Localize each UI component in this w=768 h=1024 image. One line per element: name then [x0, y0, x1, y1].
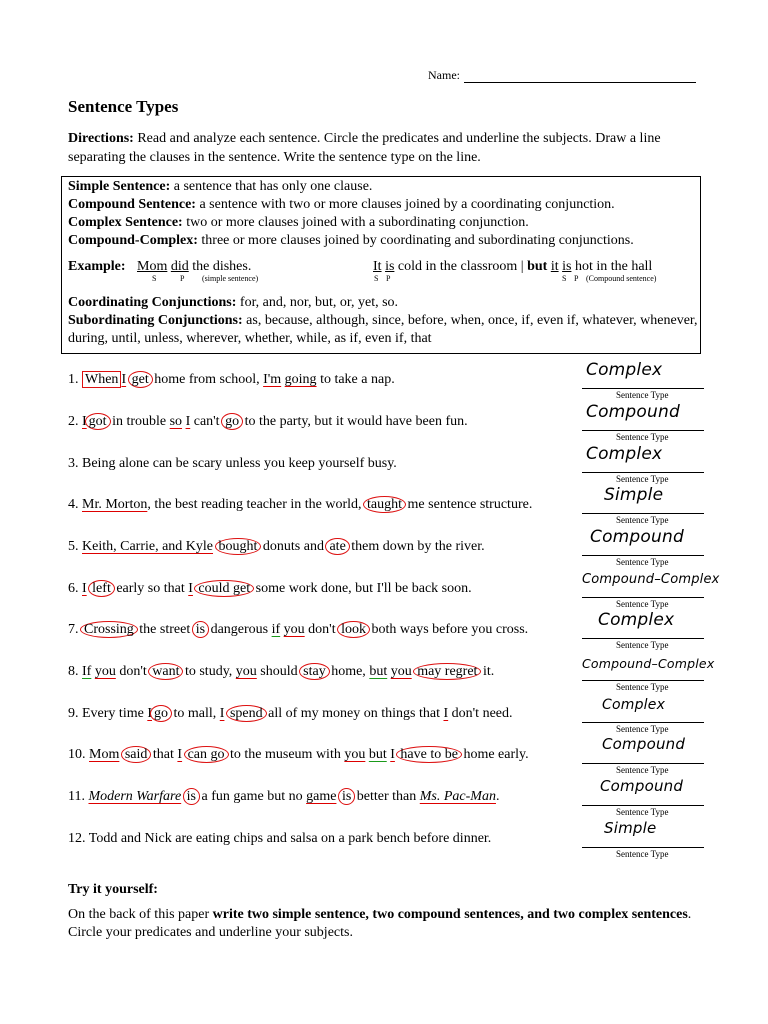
example-compound [373, 259, 652, 275]
predicate: taught [363, 496, 406, 513]
s-mark: S [562, 274, 567, 283]
answer-blank-10[interactable] [582, 737, 704, 777]
handwritten-answer: Compound–Complex [582, 572, 720, 587]
try-text: On the back of this paper [68, 907, 213, 922]
answer-caption: Sentence Type [616, 724, 669, 734]
question-number: 6. [68, 581, 79, 596]
name-line[interactable] [464, 70, 696, 83]
definition-complex [68, 214, 698, 232]
text: both ways before you cross. [367, 622, 529, 637]
predicate: left [88, 580, 115, 597]
subject: you [344, 747, 366, 762]
question-5 [68, 539, 485, 555]
answer-caption: Sentence Type [616, 599, 669, 609]
coord-text: for, and, nor, but, or, yet, so. [236, 295, 399, 310]
definition-compound-complex [68, 232, 698, 250]
text: don't [115, 664, 151, 679]
conjunction: but [368, 747, 387, 762]
text: home early. [459, 747, 529, 762]
text: home, [327, 664, 370, 679]
answer-line [582, 680, 704, 681]
predicate: is [338, 788, 355, 805]
subject: Crossing [80, 621, 138, 638]
definition-compound [68, 196, 698, 214]
handwritten-answer: Complex [598, 610, 675, 630]
answer-blank-1[interactable] [582, 362, 704, 402]
answer-caption: Sentence Type [616, 432, 669, 442]
example-simple [137, 259, 251, 275]
text: the street [135, 622, 194, 637]
definitions-list [68, 178, 698, 250]
example-predicate: did [170, 259, 189, 274]
subject: Keith, Carrie, and Kyle [82, 539, 214, 554]
answer-line [582, 388, 704, 389]
text: it. [479, 664, 495, 679]
try-heading: Try it yourself: [68, 882, 158, 897]
example-label: Example: [68, 259, 126, 274]
subject: I [82, 581, 87, 596]
coordinating-conjunctions [68, 294, 698, 312]
simple-note: (simple sentence) [202, 274, 259, 283]
handwritten-answer: Complex [586, 444, 663, 464]
example-rest: cold in the classroom | [394, 259, 528, 274]
example-conjunction: but [527, 259, 548, 274]
answer-blank-3[interactable] [582, 446, 704, 486]
question-11 [68, 789, 499, 805]
answer-caption: Sentence Type [616, 807, 669, 817]
question-number: 8. [68, 664, 79, 679]
subject: I [443, 706, 449, 721]
subject: you [283, 622, 305, 637]
p-mark: P [386, 274, 391, 283]
question-number: 10. [68, 747, 86, 762]
predicate: want [148, 663, 183, 680]
text: . [495, 789, 500, 804]
text: some work done, but I'll be back soon. [252, 581, 472, 596]
definition-term: Compound Sentence: [68, 197, 196, 212]
definition-text: two or more clauses joined with a subordinating conjunction. [182, 215, 529, 230]
subject: I [188, 581, 193, 596]
try-instructions [68, 906, 700, 942]
question-number: 1. [68, 372, 79, 387]
conjunction: If [82, 664, 92, 679]
predicate: is [192, 621, 209, 638]
definition-term: Complex Sentence: [68, 215, 183, 230]
question-3 [68, 456, 397, 472]
directions [68, 129, 700, 167]
text: to take a nap. [316, 372, 395, 387]
text: can't [190, 414, 224, 429]
text: to the museum with [226, 747, 345, 762]
conjunctions [68, 294, 698, 348]
example-subject: Mom [137, 259, 168, 274]
try-text: . Circle your predicates and underline your subjects. [68, 907, 692, 940]
definition-term: Simple Sentence: [68, 179, 171, 194]
answer-caption: Sentence Type [616, 474, 669, 484]
answer-blank-2[interactable] [582, 404, 704, 444]
answer-line [582, 472, 704, 473]
text: don't need. [448, 706, 513, 721]
question-number: 12. [68, 831, 86, 846]
question-10 [68, 747, 529, 763]
subject: I [177, 747, 183, 762]
answer-blank-7[interactable] [582, 612, 704, 652]
answer-caption: Sentence Type [616, 765, 669, 775]
definition-text: a sentence that has only one clause. [170, 179, 373, 194]
text: dangerous [207, 622, 272, 637]
subject: you [235, 664, 257, 679]
directions-label: Directions: [68, 131, 134, 146]
answer-line [582, 555, 704, 556]
text: , the best reading teacher in the world, [147, 497, 366, 512]
predicate: said [121, 746, 152, 763]
text: donuts and [259, 539, 328, 554]
answer-blank-6[interactable] [582, 571, 720, 611]
answer-caption: Sentence Type [616, 557, 669, 567]
subject: I [219, 706, 225, 721]
definition-simple [68, 178, 698, 196]
question-text: Being alone can be scary unless you keep yourself busy. [82, 456, 397, 471]
question-number: 9. [68, 706, 79, 721]
answer-line [582, 722, 704, 723]
answer-line [582, 847, 704, 848]
text: in trouble [108, 414, 170, 429]
answer-blank-5[interactable] [582, 529, 704, 569]
answer-line [582, 597, 704, 598]
predicate: may regret [413, 663, 481, 680]
try-text-bold: write two simple sentence, two compound sentences, and two complex sentences [212, 907, 688, 922]
predicate: go [150, 705, 172, 722]
handwritten-answer: Simple [604, 819, 657, 837]
example-predicate: is [562, 259, 572, 274]
conjunction: if [271, 622, 281, 637]
predicate: stay [299, 663, 330, 680]
subject: I [390, 747, 395, 762]
predicate: have to be [396, 746, 462, 763]
example-predicate: is [385, 259, 395, 274]
handwritten-answer: Simple [604, 485, 664, 505]
question-1 [68, 372, 395, 388]
answer-caption: Sentence Type [616, 640, 669, 650]
question-4 [68, 497, 532, 513]
predicate: spend [226, 705, 267, 722]
answer-blank-4[interactable] [582, 487, 704, 527]
predicate: bought [215, 538, 262, 555]
definition-text: a sentence with two or more clauses joined by a coordinating conjunction. [195, 197, 615, 212]
predicate: go [221, 413, 243, 430]
answer-caption: Sentence Type [616, 682, 669, 692]
question-7 [68, 622, 528, 638]
text: don't [304, 622, 340, 637]
p-mark: P [180, 274, 185, 283]
subject: I [147, 706, 152, 721]
answer-blank-11[interactable] [582, 779, 704, 819]
handwritten-answer: Compound [600, 777, 684, 795]
s-mark: S [374, 274, 379, 283]
subject: I [82, 414, 87, 429]
name-label: Name: [428, 68, 460, 82]
question-12 [68, 831, 491, 847]
text: early so that [112, 581, 189, 596]
subject: you [390, 664, 412, 679]
predicate: is [183, 788, 200, 805]
text: me sentence structure. [404, 497, 533, 512]
conjunction: but [369, 664, 388, 679]
handwritten-answer: Complex [586, 360, 663, 380]
example-rest: hot in the hall [571, 259, 653, 274]
text: Every time [82, 706, 148, 721]
example-row [68, 259, 698, 283]
p-mark: P [574, 274, 579, 283]
question-number: 5. [68, 539, 79, 554]
example-subject: it [550, 259, 559, 274]
sub-label: Subordinating Conjunctions: [68, 313, 243, 328]
example-subject: It [373, 259, 382, 274]
question-2 [68, 414, 468, 430]
answer-caption: Sentence Type [616, 849, 669, 859]
text: should [256, 664, 302, 679]
text: them down by the river. [347, 539, 485, 554]
sub-text: as, because, although, since, before, when, once, if, even if, whatever, whenever, during, until, unless, wherever, whether, while, as if, even if, that [68, 313, 698, 346]
subject: game [306, 789, 337, 804]
handwritten-answer: Compound [590, 527, 684, 547]
question-9 [68, 706, 513, 722]
answer-caption: Sentence Type [616, 390, 669, 400]
name-field[interactable] [428, 68, 696, 83]
handwritten-answer: Compound–Complex [582, 656, 715, 671]
question-number: 7. [68, 622, 79, 637]
subject: Mom [89, 747, 120, 762]
answer-line [582, 638, 704, 639]
text: to the party, but it would have been fun. [241, 414, 468, 429]
text: to study, [181, 664, 236, 679]
predicate: going [284, 372, 317, 387]
text: that [149, 747, 178, 762]
text: better than [353, 789, 420, 804]
predicate: get [128, 371, 153, 388]
question-number: 11. [68, 789, 85, 804]
subject: you [94, 664, 116, 679]
subject: Modern Warfare [88, 789, 182, 804]
definition-text: three or more clauses joined by coordinating and subordinating conjunctions. [197, 233, 634, 248]
predicate: ate [325, 538, 349, 555]
predicate: got [85, 413, 111, 430]
text: a fun game but no [198, 789, 307, 804]
subject: I'm [263, 372, 282, 387]
conjunction: so [169, 414, 183, 429]
subject: Mr. Morton [82, 497, 148, 512]
subject: I [185, 414, 191, 429]
example-rest: the dishes. [188, 259, 252, 274]
compound-note: (Compound sentence) [586, 274, 657, 283]
question-number: 4. [68, 497, 79, 512]
page-title: Sentence Types [68, 97, 179, 116]
answer-line [582, 763, 704, 764]
answer-line [582, 805, 704, 806]
question-8 [68, 664, 494, 680]
coord-label: Coordinating Conjunctions: [68, 295, 237, 310]
subordinating-conjunctions [68, 312, 698, 348]
answer-blank-12[interactable] [582, 821, 704, 861]
answer-blank-9[interactable] [582, 696, 704, 736]
object: Ms. Pac-Man [419, 789, 496, 804]
predicate: look [337, 621, 370, 638]
predicate: can go [184, 746, 229, 763]
text: to mall, [169, 706, 220, 721]
directions-text: Read and analyze each sentence. Circle the predicates and underline the subjects. Draw a line separating the clauses in the sentence. Write the sentence type on the line. [68, 131, 661, 165]
predicate: could get [194, 580, 254, 597]
question-number: 2. [68, 414, 79, 429]
answer-line [582, 430, 704, 431]
subject: I [121, 372, 127, 387]
handwritten-answer: Compound [602, 735, 686, 753]
text: all of my money on things that [264, 706, 444, 721]
s-mark: S [152, 274, 157, 283]
question-text: Todd and Nick are eating chips and salsa on a park bench before dinner. [88, 831, 492, 846]
handwritten-answer: Compound [586, 402, 680, 422]
marked-conjunction: When [82, 371, 121, 388]
answer-blank-8[interactable] [582, 654, 715, 694]
question-number: 3. [68, 456, 79, 471]
question-6 [68, 581, 472, 597]
answer-caption: Sentence Type [616, 515, 669, 525]
answer-line [582, 513, 704, 514]
text: home from school, [150, 372, 264, 387]
definition-term: Compound-Complex: [68, 233, 198, 248]
handwritten-answer: Complex [602, 697, 666, 713]
